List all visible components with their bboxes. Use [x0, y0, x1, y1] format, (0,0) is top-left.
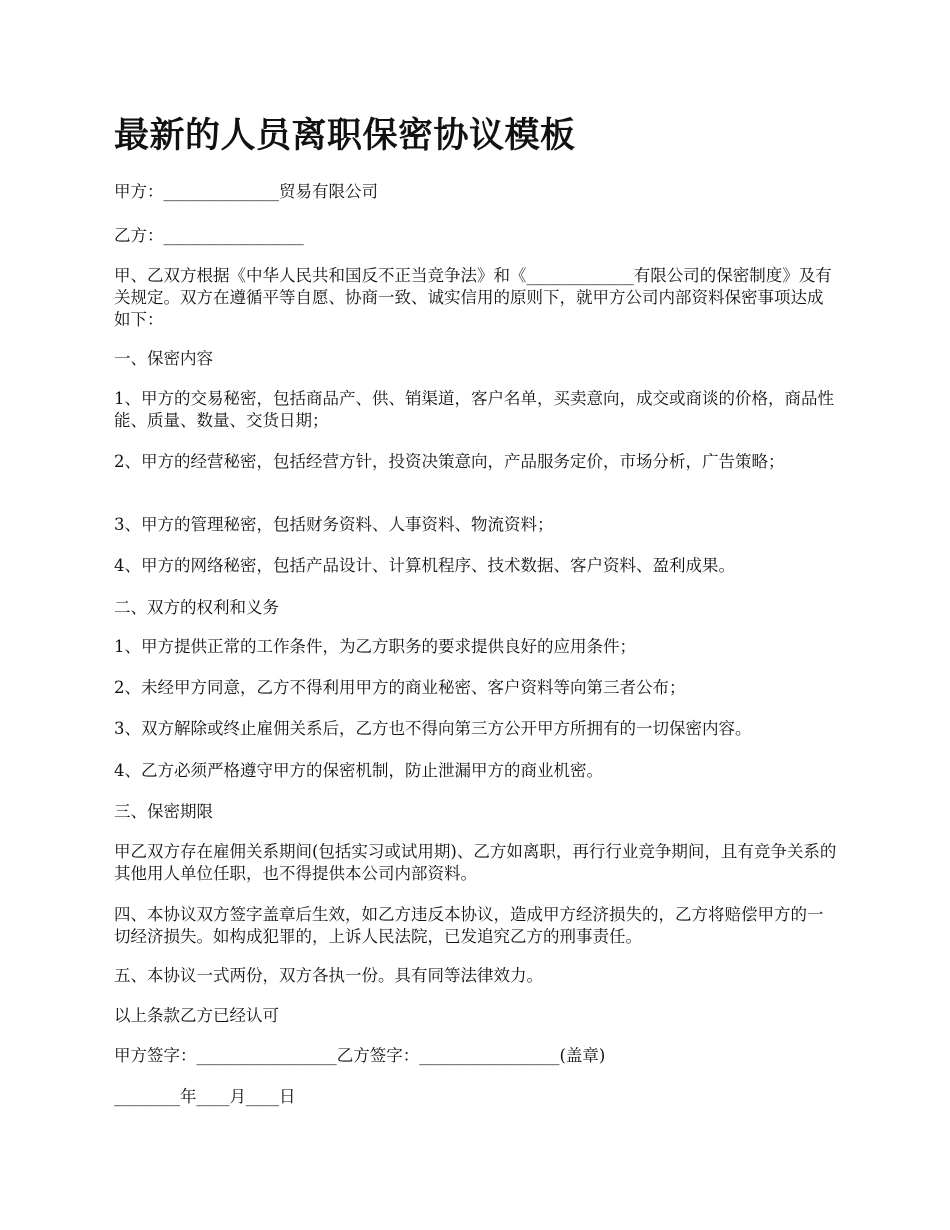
section-3-heading: 三、保密期限 — [114, 802, 213, 821]
section-1-item: 3、甲方的管理秘密，包括财务资料、人事资料、物流资料； — [114, 515, 554, 534]
section-1-heading: 一、保密内容 — [114, 349, 213, 368]
section-1-item: 2、甲方的经营秘密，包括经营方针，投资决策意向，产品服务定价，市场分析，广告策略； — [114, 452, 785, 471]
party-b-line: 乙方：_________________ — [114, 226, 304, 245]
section-1-item: 1、甲方的交易秘密，包括商品产、供、销渠道，客户名单，买卖意向，成交或商谈的价格，商品性能、质量、数量、交货日期； — [114, 389, 834, 430]
section-2-item: 2、未经甲方同意，乙方不得利用甲方的商业秘密、客户资料等向第三者公布； — [114, 678, 686, 697]
section-4-paragraph: 四、本协议双方签字盖章后生效，如乙方违反本协议，造成甲方经济损失的，乙方将赔偿甲方的一切经济损失。如构成犯罪的，上诉人民法院，已发追究乙方的刑事责任。 — [114, 905, 824, 946]
acknowledgement-line: 以上条款乙方已经认可 — [114, 1006, 279, 1025]
section-2-heading: 二、双方的权利和义务 — [114, 598, 279, 617]
intro-paragraph: 甲、乙双方根据《中华人民共和国反不正当竞争法》和《_____________有限公司的保密制度》及有关规定。双方在遵循平等自愿、协商一致、诚实信用的原则下，就甲方公司内部资料保密事项达成如下： — [114, 266, 832, 329]
section-3-paragraph: 甲乙双方存在雇佣关系期间(包括实习或试用期)、乙方如离职，再行行业竞争期间，且有竞争关系的其他用人单位任职，也不得提供本公司内部资料。 — [114, 842, 837, 883]
section-5-paragraph: 五、本协议一式两份，双方各执一份。具有同等法律效力。 — [114, 966, 543, 985]
signature-line: 甲方签字：_________________乙方签字：_________________(盖章) — [114, 1046, 606, 1065]
section-2-item: 3、双方解除或终止雇佣关系后，乙方也不得向第三方公开甲方所拥有的一切保密内容。 — [114, 719, 752, 738]
party-a-line: 甲方：______________贸易有限公司 — [114, 182, 378, 201]
document-title: 最新的人员离职保密协议模板 — [114, 115, 576, 156]
date-line: ________年____月____日 — [114, 1087, 296, 1106]
section-2-item: 4、乙方必须严格遵守甲方的保密机制，防止泄漏甲方的商业机密。 — [114, 761, 603, 780]
section-2-item: 1、甲方提供正常的工作条件，为乙方职务的要求提供良好的应用条件； — [114, 637, 636, 656]
section-1-item: 4、甲方的网络秘密，包括产品设计、计算机程序、技术数据、客户资料、盈利成果。 — [114, 556, 735, 575]
